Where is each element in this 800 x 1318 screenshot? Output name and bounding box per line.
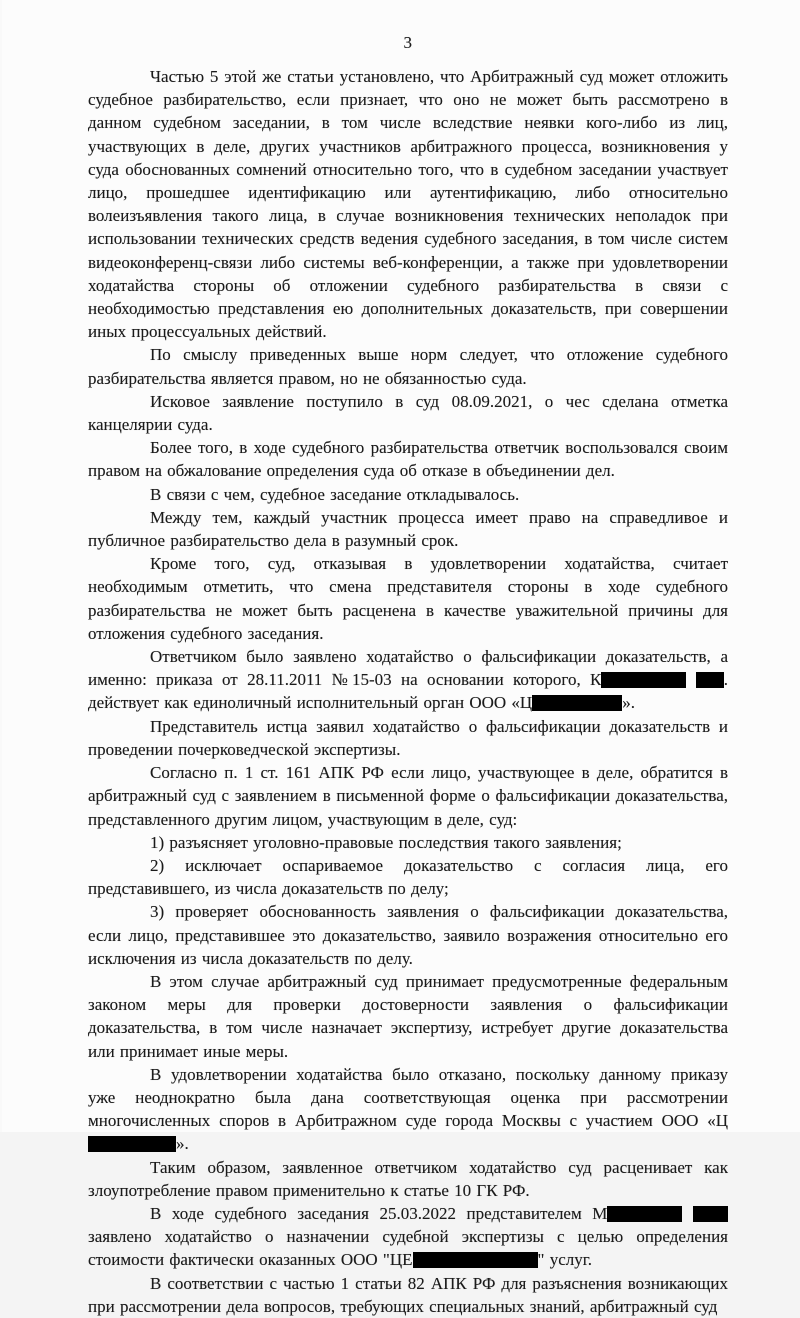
paragraph — [88, 900, 728, 970]
text-run: Согласно п. 1 ст. 161 АПК РФ если лицо, участвующее в деле, обратится в арбитражный суд с заявлением в письменной форме о фальсификации доказательства, представленного другим лицом, участвующим в деле, суд: — [88, 763, 728, 829]
redaction-box — [693, 1206, 728, 1222]
paragraph — [88, 854, 728, 900]
paragraph — [88, 1156, 728, 1202]
page-number: 3 — [403, 33, 413, 52]
text-run: ». — [622, 693, 635, 713]
text-run — [682, 1204, 693, 1223]
text-run: Кроме того, суд, отказывая в удовлетворении ходатайства, считает необходимым отметить, что смена представителя стороны в ходе судебного разбирательства не может быть расценена в качестве уважительной причины для отложения судебного заседания. — [88, 554, 728, 643]
redaction-box — [601, 672, 686, 688]
text-run: 2) исключает оспариваемое доказательство с согласия лица, его представившего, из числа доказательств по делу; — [88, 855, 728, 899]
text-run: В этом случае арбитражный суд принимает предусмотренные федеральным законом меры для проверки достоверности заявления о фальсификации доказательства, в том числе назначает экспертизу, истребует другие доказательства или принимает иные меры. — [88, 971, 728, 1061]
text-run: Таким образом, заявленное ответчиком ходатайство суд расценивает как злоупотребление правом применительно к статье 10 ГК РФ. — [88, 1157, 728, 1200]
text-run: Частью 5 этой же статьи установлено, что Арбитражный суд может отложить судебное разбирательство, если признает, что оно не может быть рассмотрено в данном судебном заседании, в том числе вследствие неявки кого-либо из лиц, участвующих в деле, других участников арбитражного процесса, возникновения у суда обоснованных сомнений относительно того, что в судебном заседании участвует лицо, прошедшее идентификацию или аутентификацию, либо относительно волеизъявления такого лица, в случае возникновения технических неполадок при использовании технических средств ведения судебного заседания, в том числе систем видеоконференц-связи либо системы веб-конференции, а также при удовлетворении ходатайства стороны об отложении судебного разбирательства в связи с необходимостью представления ею дополнительных доказательств, при совершении иных процессуальных действий. — [88, 67, 728, 342]
redaction-box — [413, 1252, 538, 1268]
text-run — [686, 670, 695, 689]
paragraph — [88, 65, 728, 343]
paragraph — [88, 761, 728, 831]
text-run: Исковое заявление поступило в суд 08.09.2021, о чес сделана отметка канцелярии суда. — [88, 391, 728, 435]
document-body — [88, 65, 728, 1318]
paragraph — [88, 552, 728, 645]
redaction-box — [607, 1206, 682, 1222]
paragraph — [88, 343, 728, 389]
paragraph — [88, 1202, 728, 1272]
text-run: По смыслу приведенных выше норм следует, что отложение судебного разбирательства является правом, но не обязанностью суда. — [88, 345, 728, 388]
text-run: В ходе судебного заседания 25.03.2022 представителем М — [150, 1203, 608, 1223]
paragraph — [88, 645, 728, 715]
text-run: В удовлетворении ходатайства было отказано, поскольку данному приказу уже неоднократно была дана соответствующая оценка при рассмотрении многочисленных споров в Арбитражном суде города Москвы с участием ООО «Ц — [88, 1064, 728, 1131]
text-run: В соответствии с частью 1 статьи 82 АПК РФ для разъяснения возникающих при рассмотрении дела вопросов, требующих специальных знаний, арбитражный суд — [88, 1273, 728, 1316]
paragraph — [88, 1272, 728, 1318]
text-run: 1) разъясняет уголовно-правовые последствия такого заявления; — [150, 832, 622, 852]
text-run: Между тем, каждый участник процесса имеет право на справедливое и публичное разбирательство дела в разумный срок. — [88, 507, 728, 551]
paragraph — [88, 436, 728, 482]
paragraph — [88, 483, 728, 506]
paragraph — [88, 970, 728, 1063]
text-run: заявлено ходатайство о назначении судебной экспертизы с целью определения стоимости фактически оказанных ООО "ЦЕ — [88, 1227, 728, 1270]
redaction-box — [696, 672, 724, 688]
text-run: Ответчиком было заявлено ходатайство о фальсификации доказательств, а именно: приказа от 28.11.2011 №15-03 на основании которого, К — [88, 647, 728, 690]
text-run: 3) проверяет обоснованность заявления о фальсификации доказательства, если лицо, представившее это доказательство, заявило возражения относительно его исключения из числа доказательств по делу. — [88, 902, 728, 968]
text-run: " услуг. — [537, 1250, 593, 1270]
text-run: ». — [176, 1134, 189, 1154]
text-run: Более того, в ходе судебного разбирательства ответчик воспользовался своим правом на обжалование определения суда об отказе в объединении дел. — [88, 438, 728, 481]
paragraph — [88, 506, 728, 552]
text-run: Представитель истца заявил ходатайство о фальсификации доказательств и проведении почерковедческой экспертизы. — [88, 716, 728, 759]
paragraph — [88, 390, 728, 436]
text-run: В связи с чем, судебное заседание откладывалось. — [150, 484, 520, 504]
paragraph — [88, 715, 728, 761]
paragraph — [88, 1063, 728, 1156]
redaction-box — [88, 1136, 176, 1152]
text-run: . действует как единоличный исполнительный орган ООО «Ц — [88, 670, 729, 713]
paragraph — [88, 831, 728, 854]
redaction-box — [532, 695, 622, 711]
